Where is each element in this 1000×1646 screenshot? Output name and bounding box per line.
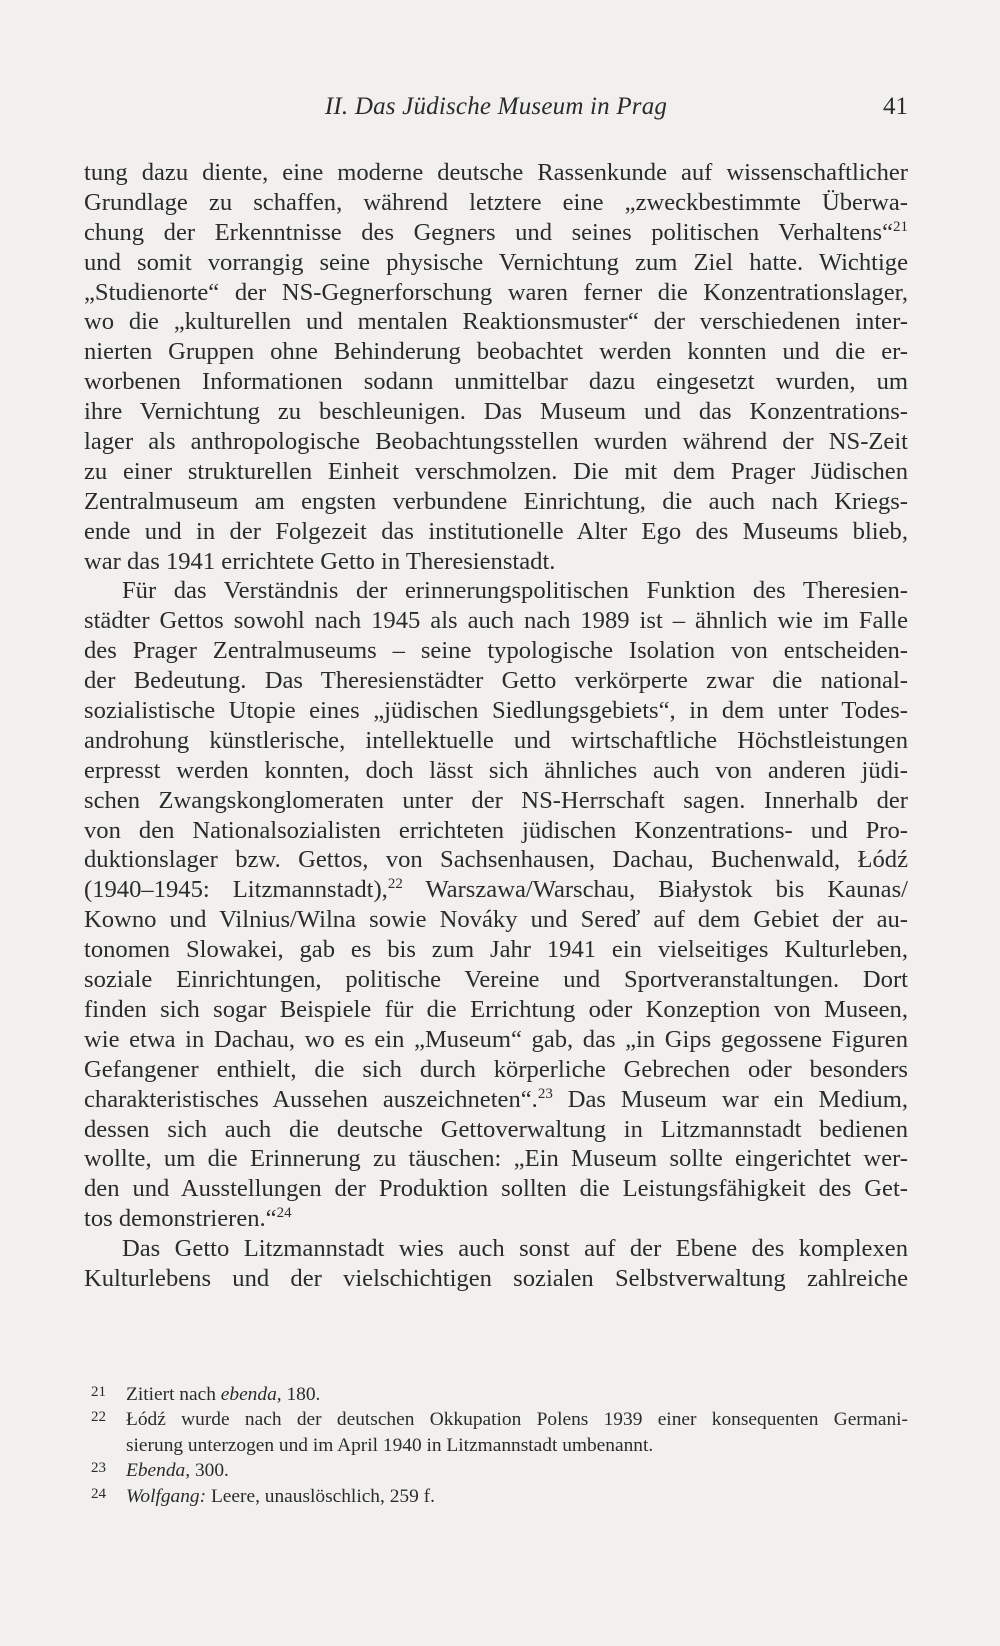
body-text bbox=[84, 158, 908, 1294]
footnote-21: 21 Zitiert nach ebenda, 180. bbox=[84, 1382, 908, 1407]
text-line: Zentralmuseum am engsten verbundene Einrichtung, die auch nach Kriegs- bbox=[84, 487, 908, 515]
text-line: der Bedeutung. Das Theresienstädter Getto verkörperte zwar die national- bbox=[84, 667, 908, 695]
paragraph-2 bbox=[84, 576, 908, 1234]
text-line: zu einer strukturellen Einheit verschmolzen. Die mit dem Prager Jüdischen bbox=[84, 457, 908, 485]
text-line: dessen sich auch die deutsche Gettoverwaltung in Litzmannstadt bedienen bbox=[84, 1115, 908, 1143]
text-line: finden sich sogar Beispiele für die Errichtung oder Konzeption von Museen, bbox=[84, 995, 908, 1023]
text-line: „Studienorte“ der NS-Gegnerforschung waren ferner die Konzentrationslager, bbox=[84, 278, 908, 306]
text-line: war das 1941 errichtete Getto in Theresienstadt. bbox=[84, 547, 556, 575]
text-line: lager als anthropologische Beobachtungsstellen wurden während der NS-Zeit bbox=[84, 428, 908, 456]
text-line: charakteristisches Aussehen auszeichneten“.$^{23}$ Das Museum war ein Medium, bbox=[84, 1085, 908, 1113]
text-line: Gefangener enthielt, die sich durch körperliche Gebrechen oder besonders bbox=[84, 1055, 908, 1083]
text-line: wie etwa in Dachau, wo es ein „Museum“ gab, das „in Gips gegossene Figuren bbox=[84, 1025, 908, 1053]
text-line: städter Gettos sowohl nach 1945 als auch nach 1989 ist – ähnlich wie im Falle bbox=[84, 607, 908, 635]
text-line: wo die „kulturellen und mentalen Reaktionsmuster“ der verschiedenen inter- bbox=[84, 308, 908, 336]
text-line: tonomen Slowakei, gab es bis zum Jahr 1941 ein vielseitiges Kulturleben, bbox=[84, 936, 908, 964]
footnote-24: 24 Wolfgang: Leere, unauslöschlich, 259 f. bbox=[84, 1484, 908, 1509]
footnote-ref: 24 bbox=[276, 1205, 292, 1222]
text-line: des Prager Zentralmuseums – seine typologische Isolation von entscheiden- bbox=[84, 637, 908, 665]
page-number: 41 bbox=[883, 93, 908, 120]
footnote-23: 23 Ebenda, 300. bbox=[84, 1458, 908, 1483]
text-line: ende und in der Folgezeit das institutionelle Alter Ego des Museums blieb, bbox=[84, 517, 908, 545]
text-line: schen Zwangskonglomeraten unter der NS-Herrschaft sagen. Innerhalb der bbox=[84, 786, 908, 814]
text-line: Das Getto Litzmannstadt wies auch sonst auf der Ebene des komplexen bbox=[122, 1235, 908, 1263]
footnote-22 bbox=[84, 1407, 908, 1458]
text-line: tung dazu diente, eine moderne deutsche Rassenkunde auf wissenschaftlicher bbox=[84, 159, 908, 186]
footnote-ref: 21 bbox=[893, 218, 908, 235]
footnote-line: sierung unterzogen und im April 1940 in Litzmannstadt umbenannt. bbox=[126, 1434, 654, 1456]
text-line: ihre Vernichtung zu beschleunigen. Das Museum und das Konzentrations- bbox=[84, 398, 908, 426]
footnote-line: Łódź wurde nach der deutschen Okkupation Polens 1939 einer konsequenten Germani- bbox=[126, 1409, 908, 1431]
text-line: erpresst werden konnten, doch lässt sich ähnliches auch von anderen jüdi- bbox=[84, 756, 908, 784]
text-line: (1940–1945: Litzmannstadt),$^{22}$ Warszawa/Warschau, Białystok bis Kaunas/ bbox=[84, 876, 908, 904]
footnotes bbox=[84, 1382, 908, 1509]
footnote-ref: 23 bbox=[537, 1085, 553, 1102]
text-line: nierten Gruppen ohne Behinderung beobachtet werden konnten und die er- bbox=[84, 338, 908, 366]
paragraph-1 bbox=[84, 158, 908, 576]
text-line: Kulturlebens und der vielschichtigen sozialen Selbstverwaltung zahlreiche bbox=[84, 1264, 908, 1292]
text-line: tos demonstrieren.“$^{24}$ bbox=[84, 1205, 292, 1233]
text-line: den und Ausstellungen der Produktion sollten die Leistungsfähigkeit des Get- bbox=[84, 1175, 908, 1203]
text-line: Für das Verständnis der erinnerungspolitischen Funktion des Theresien- bbox=[122, 577, 908, 605]
text-line: wollte, um die Erinnerung zu täuschen: „Ein Museum sollte eingerichtet wer- bbox=[84, 1145, 908, 1173]
footnote-ref: 22 bbox=[387, 876, 403, 893]
text-line: und somit vorrangig seine physische Vernichtung zum Ziel hatte. Wichtige bbox=[84, 248, 908, 276]
text-line: androhung künstlerische, intellektuelle und wirtschaftliche Höchstleistungen bbox=[84, 726, 908, 754]
footnote-number: 24 bbox=[91, 1485, 106, 1502]
text-line: Kowno und Vilnius/Wilna sowie Nováky und Sereď auf dem Gebiet der au- bbox=[84, 906, 908, 934]
text-line: soziale Einrichtungen, politische Vereine und Sportveranstaltungen. Dort bbox=[84, 966, 908, 994]
footnote-number: 23 bbox=[91, 1460, 106, 1477]
text-line: chung der Erkenntnisse des Gegners und seines politischen Verhaltens“$^{21}$ bbox=[84, 218, 908, 246]
text-line: Grundlage zu schaffen, während letztere eine „zweckbestimmte Überwa- bbox=[84, 188, 908, 216]
footnote-number: 22 bbox=[91, 1409, 106, 1426]
running-title: II. Das Jüdische Museum in Prag bbox=[324, 93, 668, 120]
running-head bbox=[84, 93, 908, 133]
text-line: duktionslager bzw. Gettos, von Sachsenhausen, Dachau, Buchenwald, Łódź bbox=[84, 846, 908, 874]
paragraph-3 bbox=[84, 1234, 908, 1294]
text-line: von den Nationalsozialisten errichteten jüdischen Konzentrations- und Pro- bbox=[84, 816, 908, 844]
text-line: sozialistische Utopie eines „jüdischen Siedlungsgebiets“, in dem unter Todes- bbox=[84, 697, 908, 725]
footnote-number: 21 bbox=[91, 1384, 106, 1400]
text-line: worbenen Informationen sodann unmittelbar dazu eingesetzt wurden, um bbox=[84, 368, 908, 396]
